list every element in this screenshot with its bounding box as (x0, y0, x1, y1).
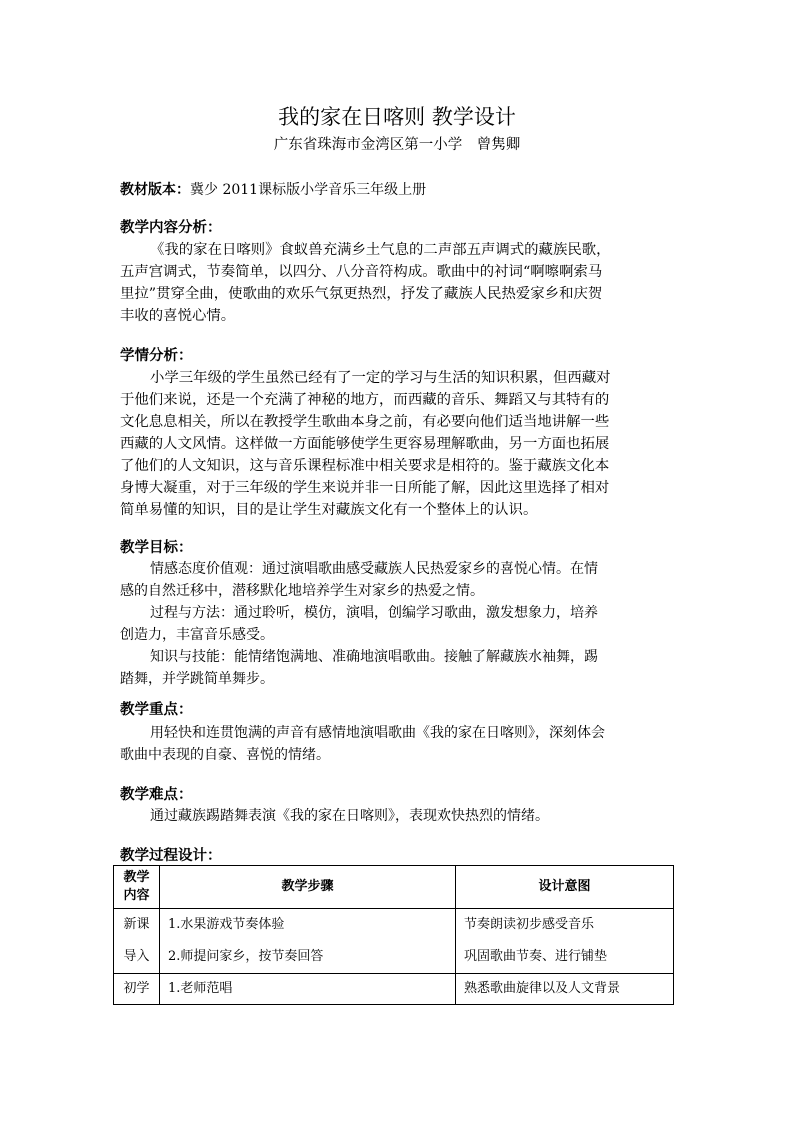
step-item: 1.老师范唱 (168, 981, 233, 996)
paragraph-line: 了他们的人文知识，这与音乐课程标准中相关要求是相符的。鉴于藏族文化本 (120, 458, 610, 474)
difficulties-heading: 教学难点： (120, 787, 193, 803)
table-row (114, 974, 674, 1005)
key-points-heading: 教学重点： (120, 702, 193, 718)
paragraph-line: 简单易懂的知识，目的是让学生对藏族文化有一个整体上的认识。 (120, 502, 538, 518)
row-content-cell (114, 974, 160, 1005)
paragraph-line: 五声宫调式，节奏简单，以四分、八分音符构成。歌曲中的衬词“啊嚓啊索马 (120, 264, 603, 280)
document-title: 我的家在日喀则 教学设计 (278, 105, 516, 129)
process-heading: 教学过程设计： (120, 848, 222, 864)
paragraph-line: 丰收的喜悦心情。 (120, 308, 236, 324)
header-content (114, 866, 160, 909)
table-header-row (114, 866, 674, 909)
paragraph-line: 小学三年级的学生虽然已经有了一定的学习与生活的知识积累，但西藏对 (150, 370, 611, 386)
header-intent: 设计意图 (456, 866, 674, 909)
row-intent-cell (456, 974, 674, 1005)
intent-item: 巩固歌曲节奏、进行铺垫 (464, 949, 608, 964)
paragraph-line: 感的自然迁移中，潜移默化地培养学生对家乡的热爱之情。 (120, 583, 484, 599)
paragraph-line: 歌曲中表现的自豪、喜悦的情绪。 (120, 747, 330, 763)
header-steps: 教学步骤 (160, 866, 456, 909)
row-content-cell (114, 909, 160, 974)
paragraph-line: 通过藏族踢踏舞表演《我的家在日喀则》，表现欢快热烈的情绪。 (150, 808, 549, 824)
row-content-line: 新课 (123, 917, 150, 932)
goals-heading: 教学目标： (120, 540, 193, 556)
paragraph-line: 《我的家在日喀则》食蚁兽充满乡土气息的二声部五声调式的藏族民歌， (150, 242, 611, 258)
table-row (114, 909, 674, 974)
intent-item: 熟悉歌曲旋律以及人文背景 (464, 981, 621, 996)
process-table (113, 865, 674, 1005)
paragraph-line: 用轻快和连贯饱满的声音有感情地演唱歌曲《我的家在日喀则》，深刻体会 (150, 725, 605, 741)
paragraph-line: 创造力，丰富音乐感受。 (120, 627, 274, 643)
author-line: 广东省珠海市金湾区第一小学 曾隽卿 (273, 137, 521, 153)
paragraph-line: 身博大凝重，对于三年级的学生来说并非一日所能了解，因此这里选择了相对 (120, 480, 610, 496)
paragraph-line: 于他们来说，还是一个充满了神秘的地方，而西藏的音乐、舞蹈又与其特有的 (120, 392, 610, 408)
paragraph-line: 知识与技能：能情绪饱满地、准确地演唱歌曲。接触了解藏族水袖舞，踢 (150, 649, 598, 665)
intent-item: 节奏朗读初步感受音乐 (464, 917, 595, 932)
paragraph-line: 过程与方法：通过聆听，模仿，演唱，创编学习歌曲，激发想象力，培养 (150, 605, 598, 621)
material-value: 冀少 2011课标版小学音乐三年级上册 (190, 182, 427, 198)
student-analysis-heading: 学情分析： (120, 348, 193, 364)
paragraph-line: 情感态度价值观：通过演唱歌曲感受藏族人民热爱家乡的喜悦心情。在情 (150, 561, 598, 577)
row-content-line: 导入 (123, 949, 150, 964)
paragraph-line: 文化息息相关，所以在教授学生歌曲本身之前，有必要向他们适当地讲解一些 (120, 414, 610, 430)
material-label: 教材版本： (120, 182, 190, 198)
paragraph-line: 踏舞，并学跳简单舞步。 (120, 671, 274, 687)
step-item: 1.水果游戏节奏体验 (168, 917, 285, 932)
row-steps-cell (160, 909, 456, 974)
row-content-line: 初学 (123, 981, 150, 996)
step-item: 2.师提问家乡，按节奏回答 (168, 949, 324, 964)
paragraph-line: 西藏的人文风情。这样做一方面能够使学生更容易理解歌曲，另一方面也拓展 (120, 436, 610, 452)
row-intent-cell (456, 909, 674, 974)
paragraph-line: 里拉”贯穿全曲，使歌曲的欢乐气氛更热烈，抒发了藏族人民热爱家乡和庆贺 (120, 286, 603, 302)
header-content-line: 内容 (123, 888, 150, 903)
header-content-line: 教学 (123, 870, 150, 885)
content-analysis-heading: 教学内容分析： (120, 220, 222, 236)
row-steps-cell (160, 974, 456, 1005)
material-version (120, 180, 426, 200)
